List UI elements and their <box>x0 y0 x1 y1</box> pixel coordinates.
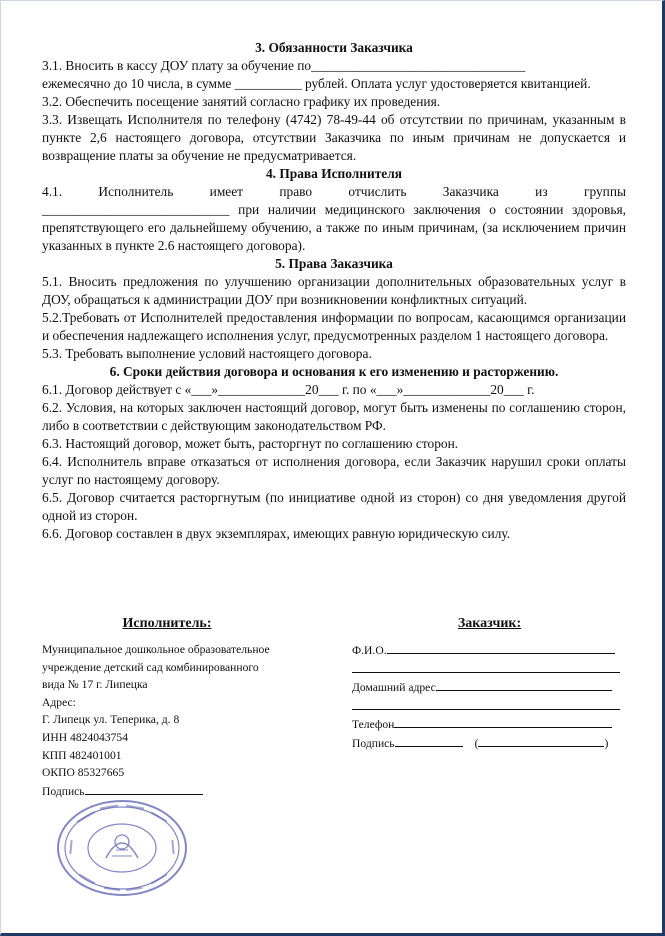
executor-signature-field[interactable] <box>85 782 203 795</box>
customer-address-field[interactable] <box>436 678 612 691</box>
customer-address-row-2 <box>352 697 627 716</box>
executor-line: ИНН 4824043754 <box>42 730 128 744</box>
section-6-title: 6. Сроки действия договора и основания к его изменению и расторжению. <box>109 364 559 379</box>
section-4-title: 4. Права Исполнителя <box>265 166 403 181</box>
clause-3-2: 3.2. Обеспечить посещение занятий согласно графику их проведения. <box>42 94 441 109</box>
clause-5-3: 5.3. Требовать выполнение условий настоящего договора. <box>42 346 372 361</box>
official-stamp-seal <box>54 798 190 898</box>
customer-signature-paren-open: ( <box>474 736 479 750</box>
clause-3-1-line1: 3.1. Вносить в кассу ДОУ плату за обучение по________________________________ <box>42 58 526 73</box>
customer-address-label: Домашний адрес <box>352 681 436 695</box>
clause-5-2: 5.2.Требовать от Исполнителей предоставления информации по вопросам, касающимся организации и обеспечения надлежащего исполнения услуг, предусмотренных разделом 1 настоящего договора. <box>42 310 626 343</box>
customer-address-row <box>352 678 627 697</box>
clause-6-5: 6.5. Договор считается расторгнутым (по инициативе одной из сторон) со дня уведомления другой одной из сторон. <box>42 490 626 523</box>
executor-signature-label: Подпись <box>42 784 85 798</box>
executor-title: Исполнитель: <box>122 616 212 631</box>
clause-4-1-line1: 4.1. Исполнитель имеет право отчислить Заказчика из группы <box>42 184 626 199</box>
clause-6-4: 6.4. Исполнитель вправе отказаться от исполнения договора, если Заказчик нарушил сроки оплаты услуг по настоящему договору. <box>42 454 626 487</box>
section-3-title: 3. Обязанности Заказчика <box>255 40 413 55</box>
customer-signature-row <box>352 734 627 753</box>
customer-fio-row-2 <box>352 660 627 679</box>
customer-fio-field-2[interactable] <box>352 660 620 673</box>
customer-fio-field[interactable] <box>387 641 615 654</box>
executor-line: ОКПО 85327665 <box>42 766 125 780</box>
customer-title: Заказчик: <box>457 616 522 631</box>
executor-line: учреждение детский сад комбинированного <box>42 660 259 674</box>
clause-6-6: 6.6. Договор составлен в двух экземплярах, имеющих равную юридическую силу. <box>42 526 511 541</box>
clause-6-3: 6.3. Настоящий договор, может быть, расторгнут по соглашению сторон. <box>42 436 459 451</box>
customer-column <box>352 615 627 753</box>
customer-phone-field[interactable] <box>394 715 612 728</box>
clause-3-3: 3.3. Извещать Исполнителя по телефону (4742) 78-49-44 об отсутствии по причинам, указанным в пункте 2,6 настоящего договора, отсутствии Заказчика по иным причинам не допускается и возвращение платы за обучение не предусматривается. <box>42 112 626 163</box>
executor-line: Г. Липецк ул. Теперика, д. 8 <box>42 713 180 727</box>
clause-6-1: 6.1. Договор действует с «___»_____________20___ г. по «___»_____________20___ г. <box>42 382 535 397</box>
executor-line: Муниципальное дошкольное образовательное <box>42 643 270 656</box>
clause-3-1-rest: ежемесячно до 10 числа, в сумме __________ рублей. Оплата услуг удостоверяется квитанцией. <box>42 76 591 91</box>
customer-signature-field[interactable] <box>395 734 463 747</box>
customer-signature-label: Подпись <box>352 736 395 750</box>
customer-address-field-2[interactable] <box>352 697 620 710</box>
stamp-outer-ring <box>58 801 186 895</box>
customer-fio-label: Ф.И.О. <box>352 644 387 657</box>
section-5-title: 5. Права Заказчика <box>275 256 393 271</box>
clause-5-1: 5.1. Вносить предложения по улучшению организации дополнительных образовательных услуг в ДОУ, обращаться к администрации ДОУ при возникновении конфликтных ситуаций. <box>42 274 626 307</box>
customer-signature-paren-close: ) <box>604 736 609 750</box>
executor-line: КПП 482401001 <box>42 748 122 762</box>
customer-phone-label: Телефон <box>352 718 395 732</box>
clause-4-1-rest: ____________________________ при наличии медицинского заключения о состоянии здоровья, препятствующего его дальнейшему обучению, а также по иным причинам, (за исключением причин указанных в пункте 2.6 настоящего договора). <box>42 202 626 253</box>
executor-line: вида № 17 г. Липецка <box>42 678 148 692</box>
customer-phone-row <box>352 715 627 734</box>
executor-line: Адрес: <box>42 695 76 709</box>
customer-signature-name-field[interactable] <box>478 734 604 747</box>
stamp-inner-ring <box>88 824 156 872</box>
clause-6-2: 6.2. Условия, на которых заключен настоящий договор, могут быть изменены по соглашению сторон, либо в соответствии с действующим законодательством РФ. <box>42 400 626 433</box>
contract-body <box>42 39 626 543</box>
executor-column <box>42 615 332 800</box>
customer-fio-row <box>352 641 627 660</box>
